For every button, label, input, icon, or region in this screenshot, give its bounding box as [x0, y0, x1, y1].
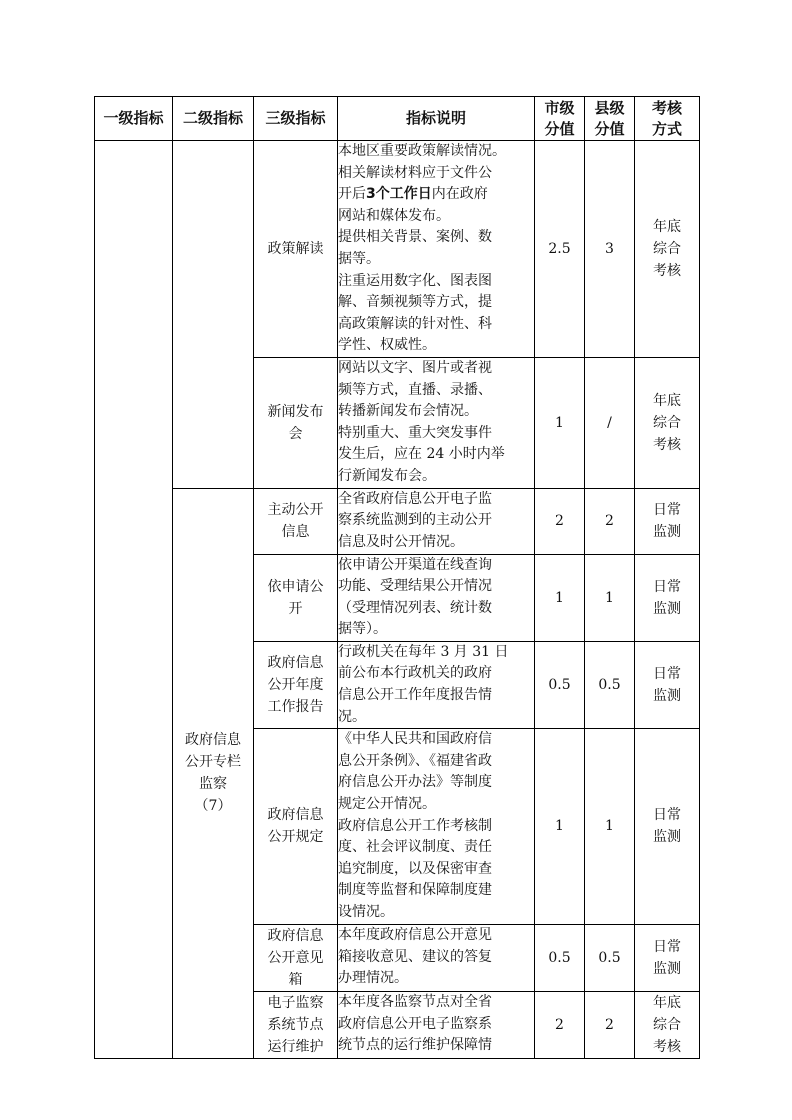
indicator-table	[94, 96, 700, 1059]
assessment-method: 年底 综合 考核	[635, 991, 700, 1058]
county-score: /	[585, 357, 635, 488]
table-row	[95, 488, 700, 554]
city-score: 1	[535, 554, 585, 641]
assessment-method: 日常 监测	[635, 729, 700, 924]
header-method: 考核 方式	[635, 97, 700, 141]
assessment-method: 日常 监测	[635, 554, 700, 641]
assessment-method: 日常 监测	[635, 924, 700, 991]
header-county-score: 县级 分值	[585, 97, 635, 141]
header-city-score: 市级 分值	[535, 97, 585, 141]
level3-name: 政策解读	[254, 141, 338, 358]
city-score: 0.5	[535, 641, 585, 728]
level2-name: 政府信息 公开专栏 监察 （7）	[173, 488, 254, 1058]
level3-name: 主动公开 信息	[254, 488, 338, 554]
county-score: 1	[585, 554, 635, 641]
city-score: 1	[535, 357, 585, 488]
county-score: 1	[585, 729, 635, 924]
city-score: 1	[535, 729, 585, 924]
indicator-description: 网站以文字、图片或者视 频等方式，直播、录播、 转播新闻发布会情况。 特别重大、重大突发事件 发生后，应在 24 小时内举 行新闻发布会。	[338, 357, 535, 488]
assessment-method: 日常 监测	[635, 641, 700, 728]
assessment-method: 年底 综合 考核	[635, 141, 700, 358]
county-score: 0.5	[585, 641, 635, 728]
indicator-description: 本年度政府信息公开意见 箱接收意见、建议的答复 办理情况。	[338, 924, 535, 991]
county-score: 2	[585, 488, 635, 554]
indicator-description: 全省政府信息公开电子监 察系统监测到的主动公开 信息及时公开情况。	[338, 488, 535, 554]
header-level1: 一级指标	[95, 97, 173, 141]
table-row	[95, 141, 700, 358]
indicator-description: 行政机关在每年 3 月 31 日 前公布本行政机关的政府 信息公开工作年度报告情 况。	[338, 641, 535, 728]
header-level3: 三级指标	[254, 97, 338, 141]
level3-name: 新闻发布 会	[254, 357, 338, 488]
level1-cell	[95, 141, 173, 1059]
county-score: 0.5	[585, 924, 635, 991]
city-score: 2	[535, 488, 585, 554]
indicator-description: 本地区重要政策解读情况。 相关解读材料应于文件公 开后3个工作日内在政府 网站和媒体发布。 提供相关背景、案例、数 据等。 注重运用数字化、图表图 解、音频视频等方式，提 高政策解读的针对性、科 学性、权威性。	[338, 141, 535, 358]
header-level2: 二级指标	[173, 97, 254, 141]
indicator-description: 本年度各监察节点对全省 政府信息公开电子监察系 统节点的运行维护保障情	[338, 991, 535, 1058]
level2-cell-blank	[173, 141, 254, 489]
header-description: 指标说明	[338, 97, 535, 141]
city-score: 2	[535, 991, 585, 1058]
level3-name: 电子监察 系统节点 运行维护	[254, 991, 338, 1058]
indicator-description: 《中华人民共和国政府信 息公开条例》、《福建省政 府信息公开办法》等制度 规定公开情况。 政府信息公开工作考核制 度、社会评议制度、责任 追究制度，以及保密审查 制度等监督和保障制度建 设情况。	[338, 729, 535, 924]
city-score: 0.5	[535, 924, 585, 991]
assessment-method: 年底 综合 考核	[635, 357, 700, 488]
assessment-method: 日常 监测	[635, 488, 700, 554]
header-row	[95, 97, 700, 141]
level3-name: 依申请公 开	[254, 554, 338, 641]
level3-name: 政府信息 公开年度 工作报告	[254, 641, 338, 728]
county-score: 3	[585, 141, 635, 358]
level3-name: 政府信息 公开规定	[254, 729, 338, 924]
level3-name: 政府信息 公开意见 箱	[254, 924, 338, 991]
city-score: 2.5	[535, 141, 585, 358]
county-score: 2	[585, 991, 635, 1058]
indicator-description: 依申请公开渠道在线查询 功能、受理结果公开情况 （受理情况列表、统计数 据等）。	[338, 554, 535, 641]
